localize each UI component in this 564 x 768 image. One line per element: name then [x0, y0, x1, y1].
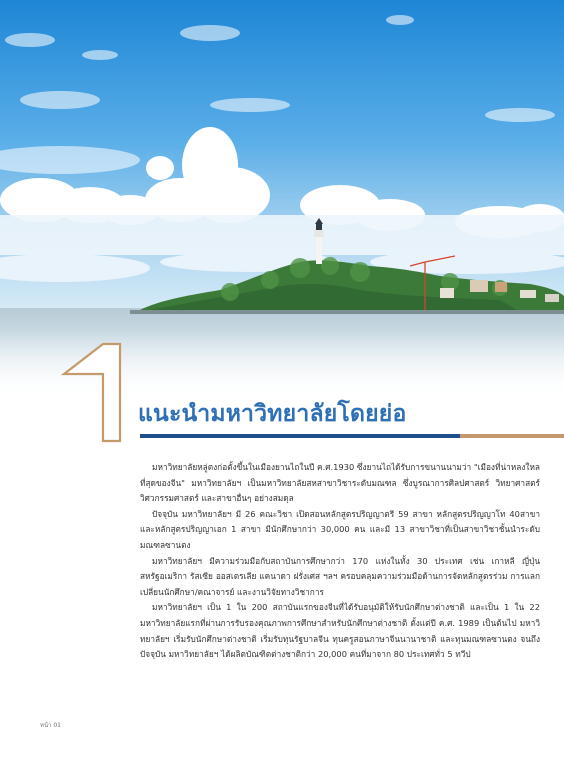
paragraph-1: มหาวิทยาลัยหลู่ตงก่อตั้งขึ้นในเมืองยานไถในปี ค.ศ.1930 ซึ่งยานไถได้รับการขนานนามว่า "เมืองที่น่าหลงใหลที่สุดของจีน" มหาวิทยาลัยฯ เป็นมหาวิทยาลัยสหสาขาวิชาระดับมณฑล ซึ่งบูรณาการศิลปศาสตร์ วิทยาศาสตร์ วิศวกรรมศาสตร์ และสาขาอื่นๆ อย่างสมดุล — [140, 462, 540, 504]
page-number: หน้า 01 — [40, 722, 61, 729]
title-underline — [140, 434, 460, 438]
title-underline-accent — [460, 434, 564, 438]
paragraph-4: มหาวิทยาลัยฯ เป็น 1 ใน 200 สถาบันแรกของจีนที่ได้รับอนุมัติให้รับนักศึกษาต่างชาติ และเป็น 1 ใน 22 มหาวิทยาลัยแรกที่ผ่านการรับรองคุณภาพการศึกษาสำหรับนักศึกษาต่างชาติ ตั้งแต่ปี ค.ศ. 1989 เป็นต้นไป มหาวิทยาลัยฯ เริ่มรับนักศึกษาต่างชาติ เริ่มรับทุนรัฐบาลจีน ทุนครูสอนภาษาจีนนานาชาติ และทุนมณฑลซานตง จนถึงปัจจุบัน มหาวิทยาลัยฯ ได้ผลิตบัณฑิตต่างชาติกว่า 20,000 คนที่มาจาก 80 ประเทศทั่ว 5 ทวีป — [140, 602, 540, 660]
paragraph-3: มหาวิทยาลัยฯ มีความร่วมมือกับสถาบันการศึกษากว่า 170 แห่งในทั้ง 30 ประเทศ เช่น เกาหลี ญี่ปุ่น สหรัฐอเมริกา รัสเซีย ออสเตรเลีย แคนาดา ฝรั่งเศส ฯลฯ ครอบคลุมความร่วมมือด้านการจัดหลักสูตรร่วม การแลกเปลี่ยนนักศึกษา/คณาจารย์ และงานวิจัยทางวิชาการ — [140, 555, 540, 597]
paragraph-2: ปัจจุบัน มหาวิทยาลัยฯ มี 26 คณะวิชา เปิดสอนหลักสูตรปริญญาตรี 59 สาขา หลักสูตรปริญญาโท 40สาขา และหลักสูตรปริญญาเอก 1 สาขา มีนักศึกษากว่า 30,000 คน และมี 13 สาขาวิชาที่เป็นสาขาวิชาชั้นนำระดับมณฑลซานตง — [140, 508, 540, 550]
chapter-title: แนะนำมหาวิทยาลัยโดยย่อ — [138, 401, 407, 427]
chapter-number — [58, 340, 128, 445]
body-text — [140, 460, 540, 663]
